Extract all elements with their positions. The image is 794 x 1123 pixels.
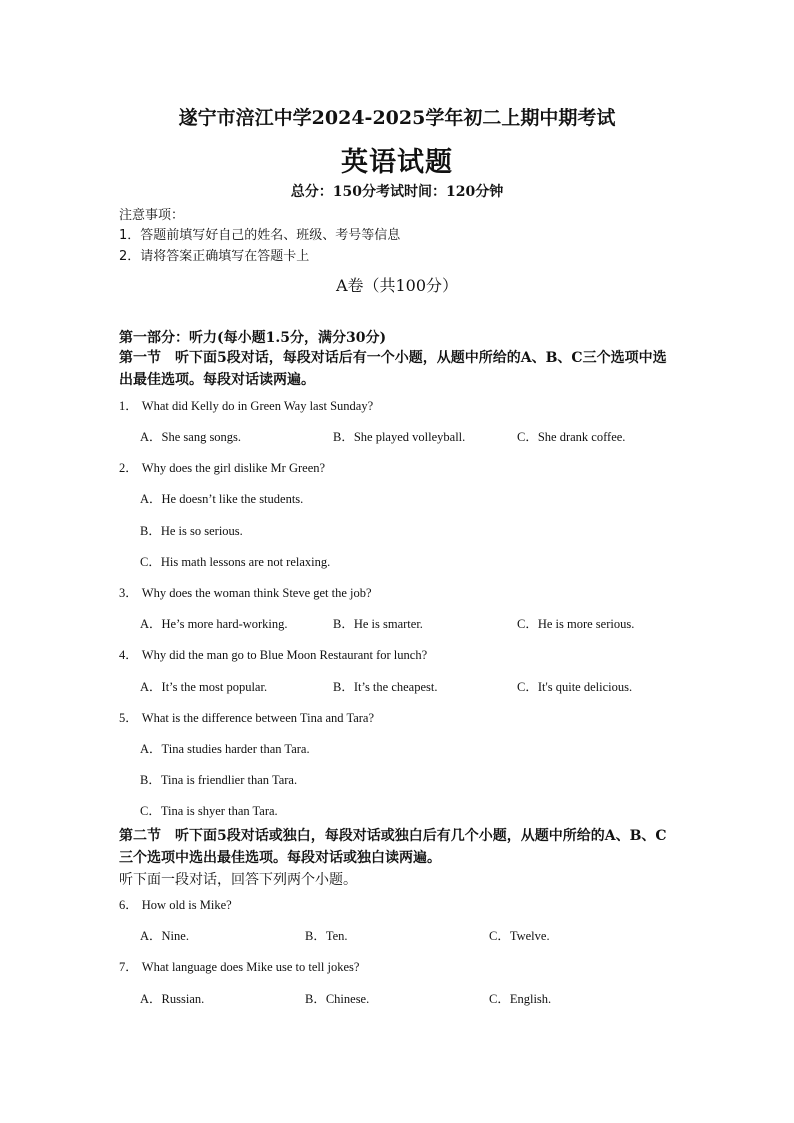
q6-option-a[interactable]: A．Nine. [140, 929, 189, 943]
section2-intro: 听下面一段对话，回答下列两个小题。 [119, 872, 357, 888]
question-number: 7． [119, 960, 138, 974]
question-3 [119, 583, 372, 601]
q2-option-c[interactable]: C．His math lessons are not relaxing. [140, 555, 331, 569]
q3-option-c[interactable]: C．He is more serious. [517, 617, 635, 631]
question-text: How old is Mike? [141, 898, 232, 912]
q5-option-b[interactable]: B．Tina is friendlier than Tara. [140, 773, 298, 787]
q5-option-c[interactable]: C．Tina is shyer than Tara. [140, 804, 278, 818]
question-text: What is the difference between Tina and Tara? [141, 711, 375, 725]
q4-option-b[interactable]: B．It’s the cheapest. [333, 680, 438, 694]
q2-option-a[interactable]: A．He doesn’t like the students. [140, 492, 304, 506]
q3-option-b[interactable]: B．He is smarter. [333, 617, 423, 631]
question-text: What did Kelly do in Green Way last Sunday? [141, 399, 374, 413]
question-4 [119, 645, 427, 663]
notice-item-2: 2．请将答案正确填写在答题卡上 [119, 249, 310, 264]
q1-option-a[interactable]: A．She sang songs. [140, 430, 242, 444]
q4-option-a[interactable]: A．It’s the most popular. [140, 680, 268, 694]
question-6 [119, 895, 232, 913]
part1-heading: 第一部分：听力(每小题1.5分，满分30分) [119, 330, 387, 346]
section2-heading: 第二节 听下面5段对话或独白，每段对话或独白后有几个小题，从题中所给的A、B、C三个选项中选出最佳选项。每段对话或独白读两遍。 [119, 828, 667, 866]
section1-heading: 第一节 听下面5段对话，每段对话后有一个小题，从题中所给的A、B、C三个选项中选出最佳选项。每段对话读两遍。 [119, 350, 667, 388]
question-text: Why does the girl dislike Mr Green? [141, 461, 326, 475]
question-number: 1． [119, 399, 138, 413]
question-text: What language does Mike use to tell jokes? [141, 960, 360, 974]
question-number: 4． [119, 648, 138, 662]
question-5 [119, 708, 374, 726]
q1-option-c[interactable]: C．She drank coffee. [517, 430, 626, 444]
question-number: 6． [119, 898, 138, 912]
notice-heading: 注意事项： [119, 208, 185, 223]
q5-option-a[interactable]: A．Tina studies harder than Tara. [140, 742, 310, 756]
school-title: 遂宁市涪江中学2024-2025学年初二上期中期考试 [178, 107, 616, 129]
q3-option-a[interactable]: A．He’s more hard-working. [140, 617, 288, 631]
q7-option-a[interactable]: A．Russian. [140, 992, 205, 1006]
question-text: Why did the man go to Blue Moon Restaurant for lunch? [141, 648, 428, 662]
q1-option-b[interactable]: B．She played volleyball. [333, 430, 466, 444]
q7-option-b[interactable]: B．Chinese. [305, 992, 370, 1006]
question-1 [119, 396, 373, 414]
q2-option-b[interactable]: B．He is so serious. [140, 524, 243, 538]
subject-title: 英语试题 [341, 147, 453, 178]
question-text: Why does the woman think Steve get the job? [141, 586, 372, 600]
question-number: 3． [119, 586, 138, 600]
q6-option-b[interactable]: B．Ten. [305, 929, 348, 943]
q6-option-c[interactable]: C．Twelve. [489, 929, 550, 943]
notice-item-1: 1．答题前填写好自己的姓名、班级、考号等信息 [119, 228, 401, 243]
q4-option-c[interactable]: C．It's quite delicious. [517, 680, 633, 694]
question-number: 5． [119, 711, 138, 725]
question-number: 2． [119, 461, 138, 475]
question-7 [119, 957, 359, 975]
question-2 [119, 458, 325, 476]
score-time-line: 总分：150分考试时间：120分钟 [290, 184, 504, 200]
q7-option-c[interactable]: C．English. [489, 992, 552, 1006]
volume-title: A卷（共100分） [335, 276, 459, 295]
